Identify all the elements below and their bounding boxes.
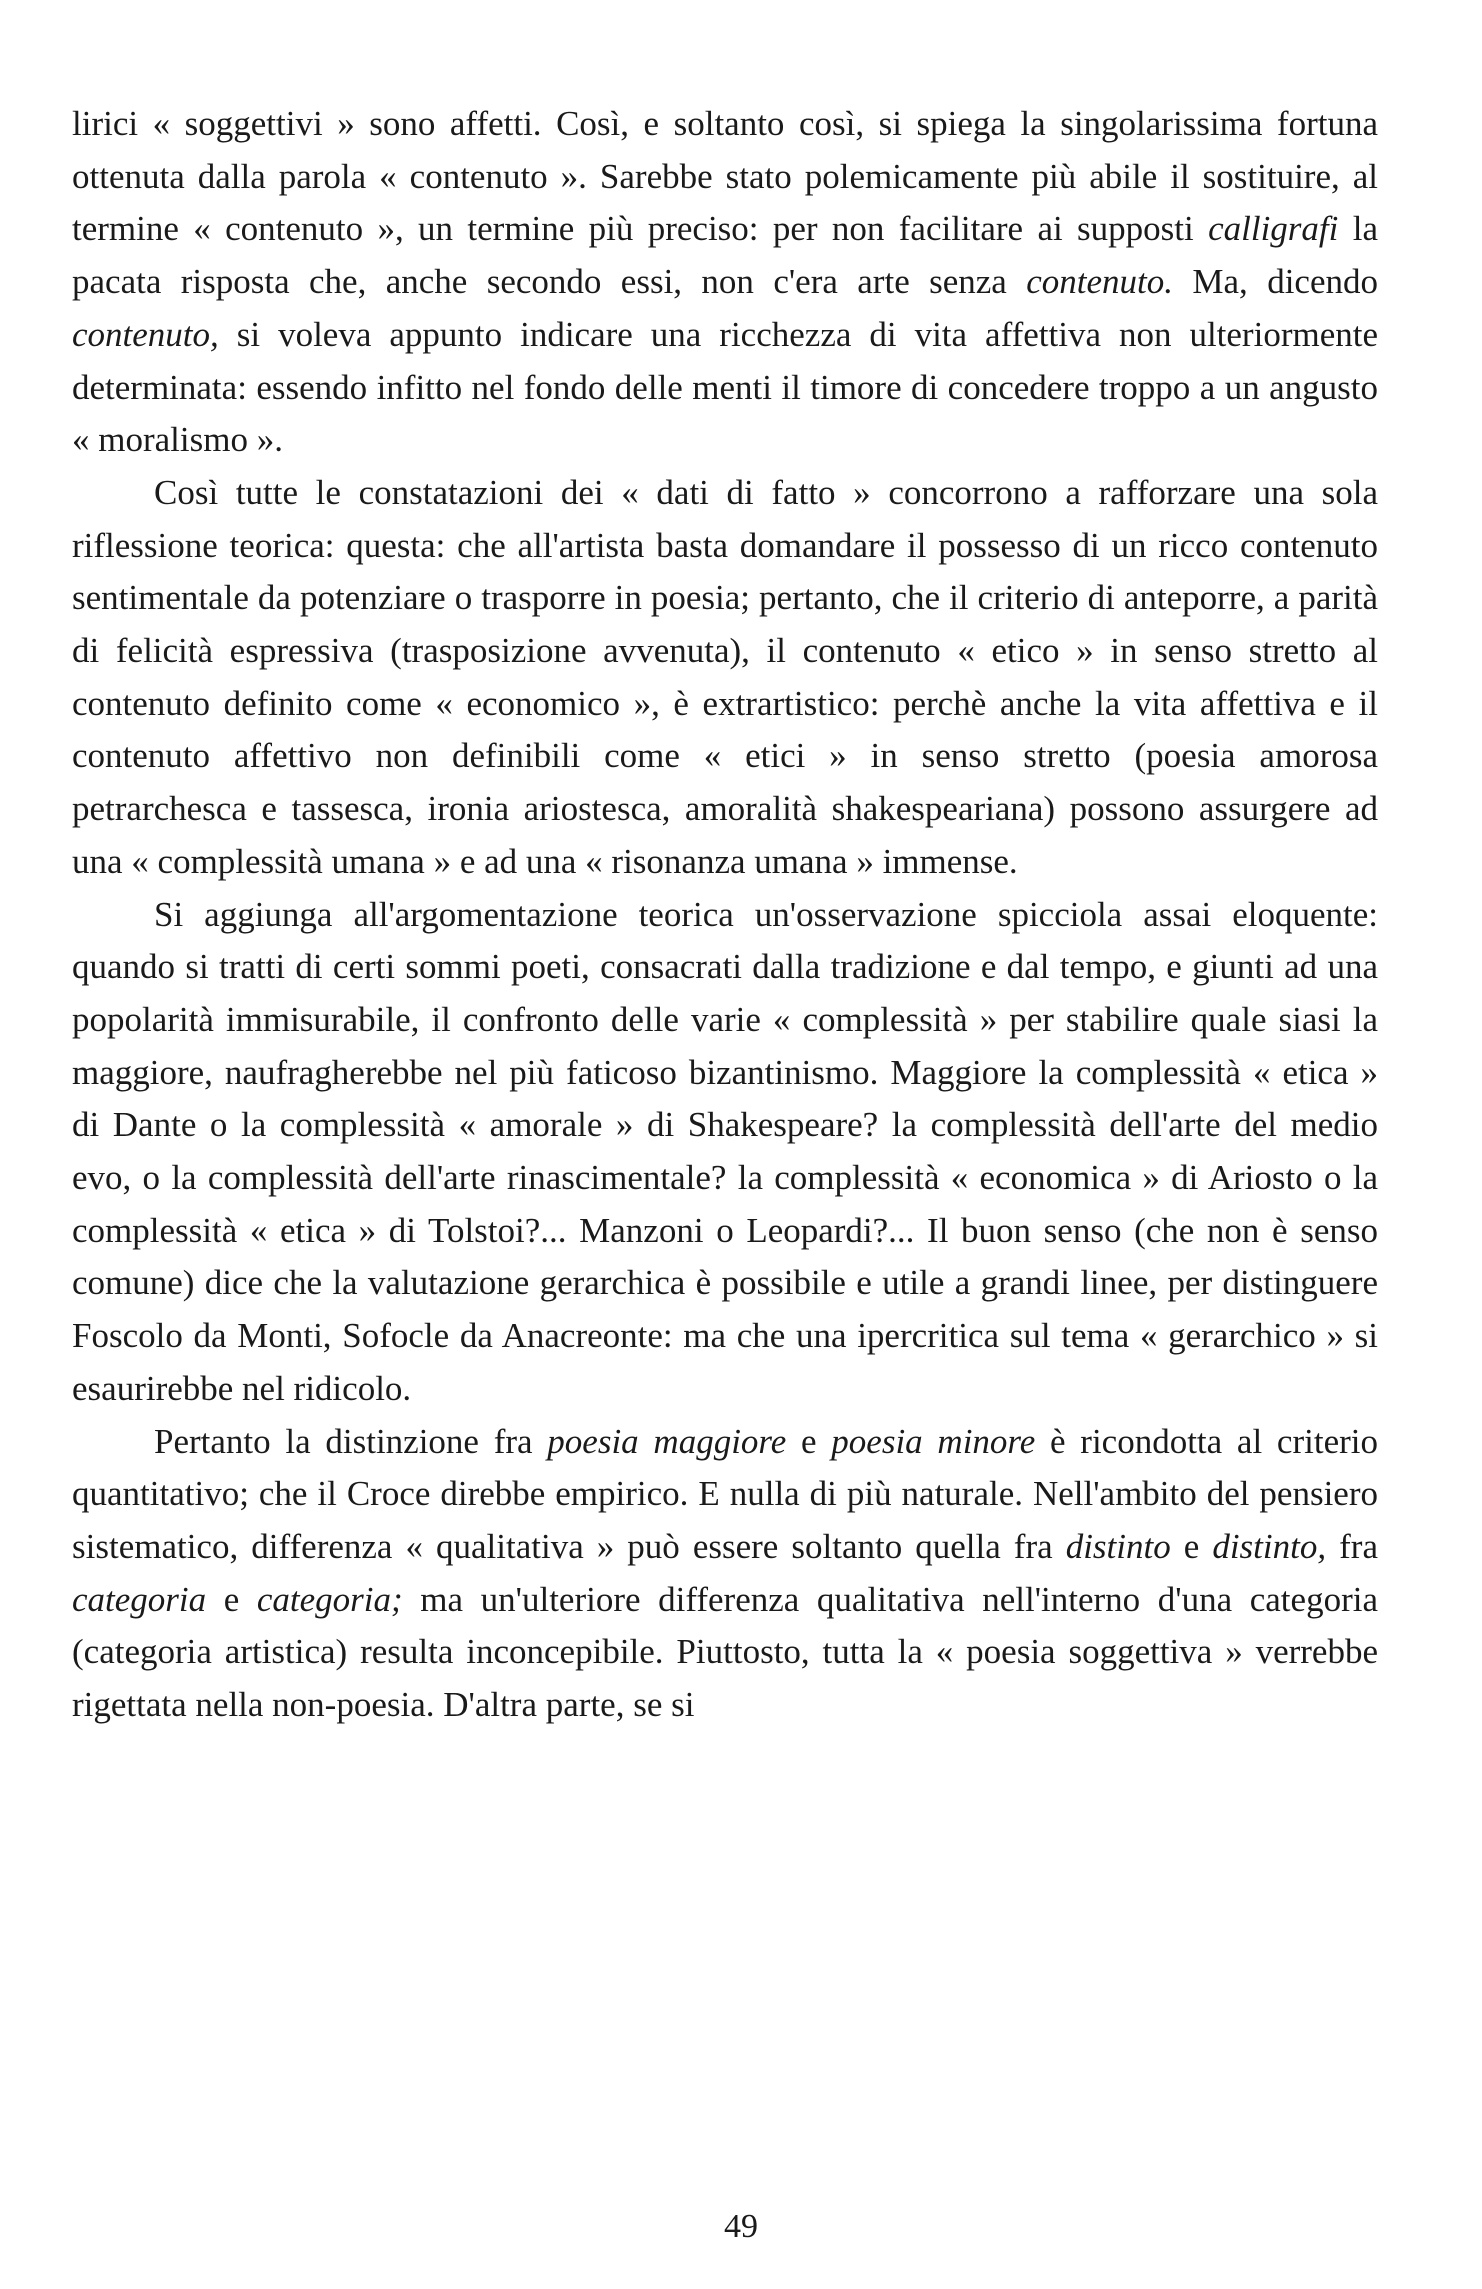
text-run: lirici « soggettivi » sono affetti. Così, e soltanto così, si spiega la singolarissima fortuna ottenuta dalla parola « contenuto ». Sarebbe stato polemicamente più abile il sostituire, al termine « contenuto », un termine più preciso: per non facilitare ai supposti <box>72 104 1378 249</box>
italic-run: contenuto. <box>1026 262 1174 302</box>
text-run: ma un'ulteriore differenza qualitativa nell'interno d'una categoria (categoria artistica) resulta inconcepibile. Piuttosto, tutta la « poesia soggettiva » verrebbe rigettata nella non-poesia. D'altra parte, se si <box>72 1579 1378 1725</box>
text-run: fra <box>1326 1526 1378 1566</box>
paragraph <box>72 1416 1378 1732</box>
text-run: e <box>1170 1526 1213 1566</box>
body-text <box>72 98 1378 1732</box>
italic-run: distinto <box>1065 1526 1171 1566</box>
text-run: è ricondotta al criterio quantitativo; che il Croce direbbe empirico. E nulla di più naturale. Nell'ambito del pensiero sistematico, differenza « qualitativa » può essere soltanto quella fra <box>72 1421 1378 1566</box>
text-run: Pertanto la distinzione fra <box>154 1421 548 1461</box>
paragraph <box>72 889 1378 1416</box>
italic-run: contenuto, <box>72 314 219 354</box>
italic-run: distinto, <box>1212 1526 1327 1566</box>
text-run: Così tutte le constatazioni dei « dati di fatto » concorrono a rafforzare una sola riflessione teorica: questa: che all'artista basta domandare il possesso di un ricco contenuto sentimentale da potenziare o trasporre in poesia; pertanto, che il criterio di anteporre, a parità di felicità espressiva (trasposizione avvenuta), il contenuto « etico » in senso stretto al contenuto definito come « economico », è extrartistico: perchè anche la vita affettiva e il contenuto affettivo non definibili come « etici » in senso stretto (poesia amorosa petrarchesca e tassesca, ironia ariostesca, amoralità shakespeariana) possono assurgere ad una « complessità umana » e ad una « risonanza umana » immense. <box>72 472 1378 881</box>
text-run: e <box>206 1579 257 1619</box>
italic-run: calligrafi <box>1208 209 1339 249</box>
text-run: Ma, dicendo <box>1173 262 1378 302</box>
italic-run: categoria <box>72 1579 207 1619</box>
italic-run: categoria; <box>256 1579 403 1619</box>
text-run: si voleva appunto indicare una ricchezza di vita affettiva non ulteriormente determinata: essendo infitto nel fondo delle menti il timore di concedere troppo a un angusto « moralismo ». <box>72 314 1378 460</box>
text-run: e <box>786 1421 832 1461</box>
text-run: la pacata risposta che, anche secondo essi, non c'era arte senza <box>72 209 1378 302</box>
italic-run: poesia maggiore <box>547 1421 787 1461</box>
page-number: 49 <box>724 2208 758 2245</box>
text-run: Si aggiunga all'argomentazione teorica un'osservazione spicciola assai eloquente: quando si tratti di certi sommi poeti, consacrati dalla tradizione e dal tempo, e giunti ad una popolarità immisurabile, il confronto delle varie « complessità » per stabilire quale siasi la maggiore, naufragherebbe nel più faticoso bizantinismo. Maggiore la complessità « etica » di Dante o la complessità « amorale » di Shakespeare? la complessità dell'arte del medio evo, o la complessità dell'arte rinascimentale? la complessità « economica » di Ariosto o la complessità « etica » di Tolstoi?... Manzoni o Leopardi?... Il buon senso (che non è senso comune) dice che la valutazione gerarchica è possibile e utile a grandi linee, per distinguere Foscolo da Monti, Sofocle da Anacreonte: ma che una ipercritica sul tema « gerarchico » si esaurirebbe nel ridicolo. <box>72 894 1378 1408</box>
italic-run: poesia minore <box>831 1421 1036 1461</box>
paragraph <box>72 467 1378 889</box>
paragraph <box>72 98 1378 467</box>
